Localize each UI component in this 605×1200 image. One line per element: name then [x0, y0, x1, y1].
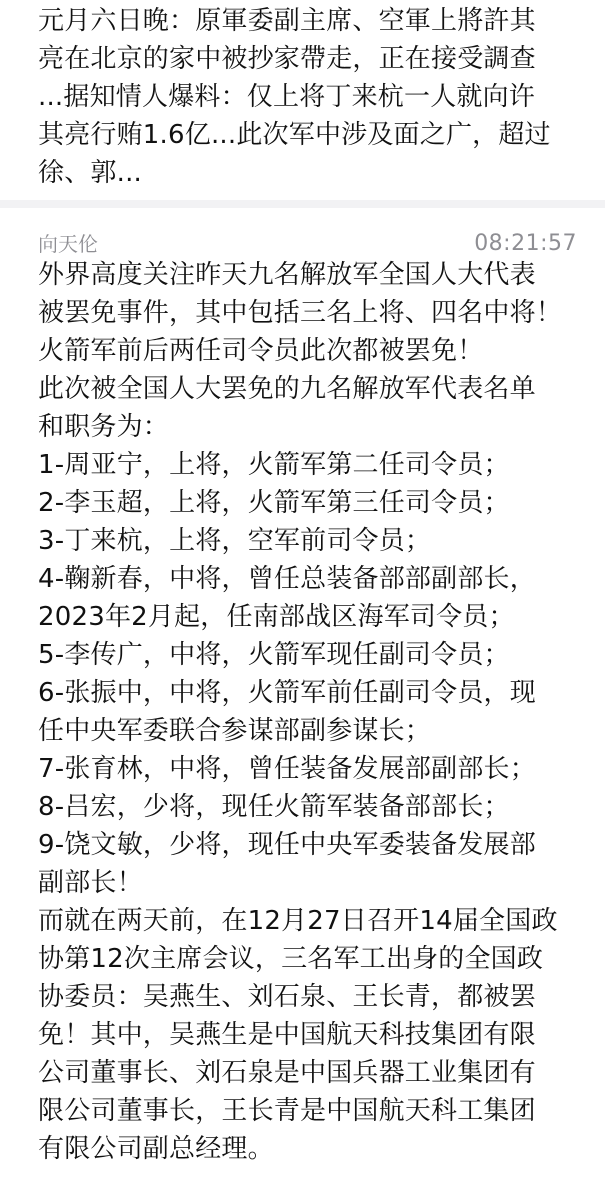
message-line: 徐、郭... — [38, 158, 142, 188]
message-line: 9-饶文敏，少将，现任中央军委装备发展部 — [38, 830, 536, 860]
message-line: 6-张振中，中将，火箭军前任副司令员，现 — [38, 678, 536, 708]
message-line: 4-鞠新春，中将，曾任总装备部部副部长， — [38, 564, 536, 594]
message-line: 其亮行贿1.6亿...此次军中涉及面之广，超过 — [38, 120, 551, 150]
message-line: 而就在两天前，在12月27日召开14届全国政 — [38, 906, 558, 936]
message-line: 5-李传广，中将，火箭军现任副司令员； — [38, 640, 510, 670]
message-line: 和职务为： — [38, 412, 170, 442]
message-line: 8-吕宏，少将，现任火箭军装备部部长； — [38, 792, 510, 822]
message-line: 元月六日晚：原軍委副主席、空軍上將許其 — [38, 6, 536, 36]
message-line: 副部长！ — [38, 868, 143, 898]
message-line: 3-丁来杭，上将，空军前司令员； — [38, 526, 432, 556]
message-line: 被罢免事件，其中包括三名上将、四名中将！ — [38, 298, 563, 328]
message-line: 此次被全国人大罢免的九名解放军代表名单 — [38, 374, 536, 404]
message-line: 亮在北京的家中被抄家帶走，正在接受調查 — [38, 44, 536, 74]
message-line: 7-张育林，中将，曾任装备发展部副部长； — [38, 754, 536, 784]
message-line: 外界高度关注昨天九名解放军全国人大代表 — [38, 260, 536, 290]
message-card[interactable] — [0, 205, 605, 1200]
message-header — [38, 229, 577, 259]
message-line: 2-李玉超，上将，火箭军第三任司令员； — [38, 488, 510, 518]
message-line: 1-周亚宁，上将，火箭军第二任司令员； — [38, 450, 510, 480]
message-line: 免！其中，吴燕生是中国航天科技集团有限 — [38, 1020, 536, 1050]
previous-message — [0, 0, 605, 205]
message-line: 有限公司副总经理。 — [38, 1134, 274, 1164]
message-line: 2023年2月起，任南部战区海军司令员； — [38, 602, 515, 632]
message-line: 协第12次主席会议，三名军工出身的全国政 — [38, 944, 544, 974]
message-line: 火箭军前后两任司令员此次都被罢免！ — [38, 336, 484, 366]
message-line: 公司董事长、刘石泉是中国兵器工业集团有 — [38, 1058, 536, 1088]
message-timestamp: 08:21:57 — [474, 231, 577, 256]
sender-name[interactable]: 向天伦 — [38, 232, 98, 256]
message-line: 协委员：吴燕生、刘石泉、王长青，都被罢 — [38, 982, 536, 1012]
message-line: 限公司董事长，王长青是中国航天科工集团 — [38, 1096, 536, 1126]
message-line: 任中央军委联合参谋部副参谋长； — [38, 716, 432, 746]
message-line: ...据知情人爆料：仅上将丁来杭一人就向许 — [38, 82, 535, 112]
